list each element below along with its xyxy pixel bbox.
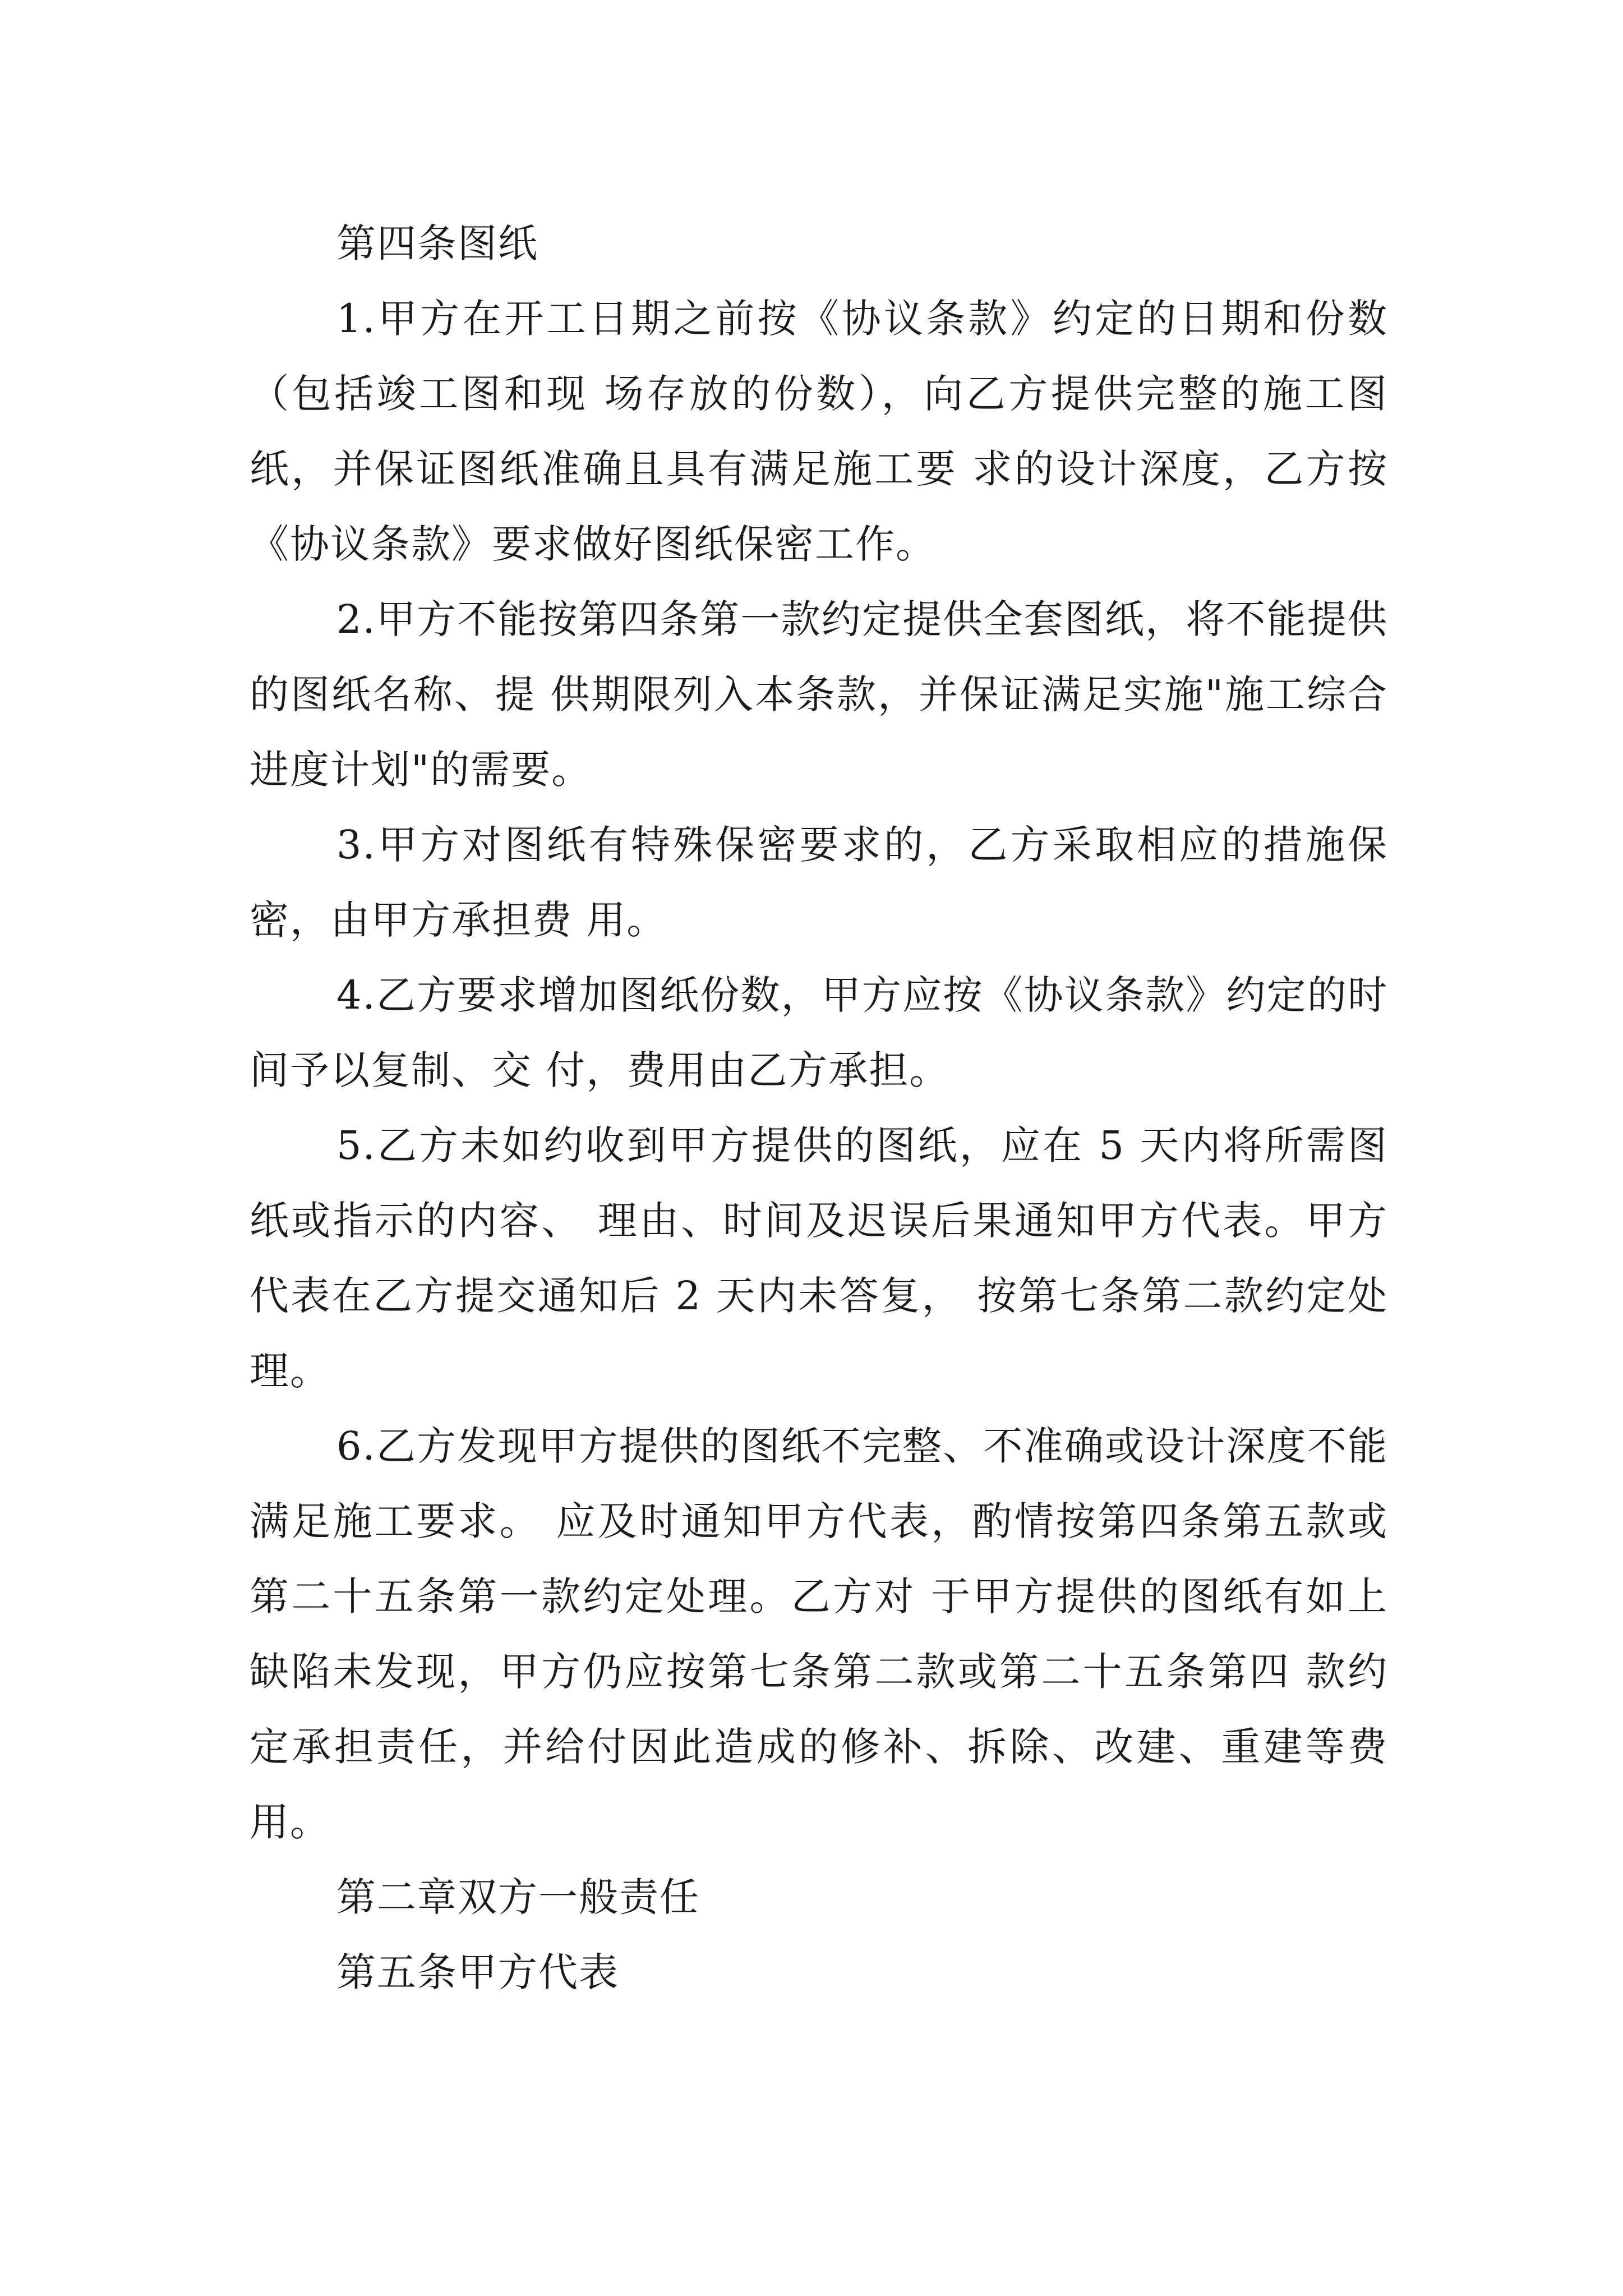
clause-paragraph-5: 5.乙方未如约收到甲方提供的图纸，应在 5 天内将所需图纸或指示的内容、 理由、时间及迟误后果通知甲方代表。甲方代表在乙方提交通知后 2 天内未答复， 按第七条第二款约定处理。 xyxy=(250,1122,1388,1394)
clause-paragraph-6: 6.乙方发现甲方提供的图纸不完整、不准确或设计深度不能满足施工要求。 应及时通知甲方代表，酌情按第四条第五款或第二十五条第一款约定处理。乙方对 于甲方提供的图纸有如上缺陷未发现，甲方仍应按第七条第二款或第二十五条第四 款约定承担责任，并给付因此造成的修补、拆除、改建、重建等费用。 xyxy=(250,1423,1388,1845)
chapter-heading-2: 第二章双方一般责任 xyxy=(336,1874,700,1920)
clause-paragraph-2: 2.甲方不能按第四条第一款约定提供全套图纸，将不能提供的图纸名称、提 供期限列入本条款，并保证满足实施"施工综合进度计划"的需要。 xyxy=(250,596,1388,793)
clause-paragraph-3: 3.甲方对图纸有特殊保密要求的，乙方采取相应的措施保密，由甲方承担费 用。 xyxy=(250,822,1388,943)
section-heading-article-5: 第五条甲方代表 xyxy=(336,1949,619,1995)
section-heading-article-4: 第四条图纸 xyxy=(336,220,538,266)
clause-paragraph-1: 1.甲方在开工日期之前按《协议条款》约定的日期和份数（包括竣工图和现 场存放的份数），向乙方提供完整的施工图纸，并保证图纸准确且具有满足施工要 求的设计深度，乙方按《协议条款》要求做好图纸保密工作。 xyxy=(250,296,1388,567)
document-body xyxy=(250,206,1388,2010)
clause-paragraph-4: 4.乙方要求增加图纸份数，甲方应按《协议条款》约定的时间予以复制、交 付，费用由乙方承担。 xyxy=(250,972,1388,1093)
